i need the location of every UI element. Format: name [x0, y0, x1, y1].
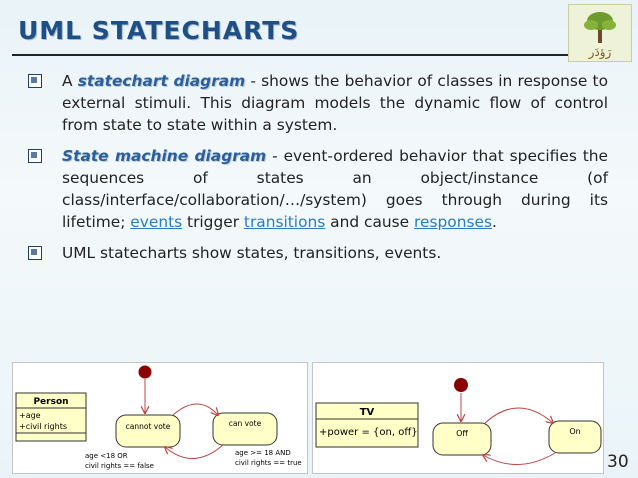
state-can-vote — [213, 413, 277, 445]
bullet-text: UML statecharts show states, transitions, events. — [62, 244, 442, 262]
link-events[interactable]: events — [130, 213, 183, 231]
person-statechart-diagram — [12, 362, 308, 474]
state-on — [549, 421, 601, 453]
bullet-state-machine — [28, 145, 608, 233]
bullet-list — [28, 70, 608, 273]
link-transitions[interactable]: transitions — [243, 213, 326, 231]
tree-icon — [569, 5, 631, 61]
bullet-text: - shows the behavior of classes in response to external stimuli. This diagram models the dynamic flow of control from state to state within a system. — [62, 72, 609, 134]
checkbox-bullet-icon — [28, 246, 42, 260]
bullet-text-d: . — [491, 213, 497, 231]
checkbox-bullet-icon — [28, 149, 42, 163]
guard-cannot-vote-line1: age <18 OR — [85, 452, 128, 460]
page-title: UML STATECHARTS — [18, 16, 300, 45]
link-responses[interactable]: responses — [414, 213, 492, 231]
state-off — [433, 423, 491, 455]
term-state-machine-diagram: State machine diagram — [62, 147, 267, 165]
person-attr-civil-rights: +civil rights — [19, 422, 68, 431]
tv-class-name: TV — [359, 407, 375, 418]
bullet-statechart — [28, 70, 608, 136]
title-underline — [12, 54, 568, 56]
tv-attr-power: +power = {on, off} — [319, 427, 418, 438]
initial-state-dot — [454, 378, 468, 392]
guard-can-vote-line1: age >= 18 AND — [235, 449, 291, 457]
checkbox-bullet-icon — [28, 74, 42, 88]
state-cannot-vote — [116, 415, 180, 447]
person-class-name: Person — [33, 397, 69, 407]
transition-to-can-vote — [173, 404, 218, 415]
bullet-summary — [28, 242, 608, 264]
transition-to-cannot-vote — [165, 445, 223, 459]
state-off-label: Off — [456, 429, 468, 438]
page-number: 30 — [607, 452, 629, 472]
guard-can-vote-line2: civil rights == true — [235, 459, 302, 467]
logo — [568, 4, 632, 62]
transition-to-on — [485, 408, 553, 423]
transition-to-off — [483, 453, 555, 465]
bullet-text-a: - event-ordered behavior that specifies the sequences of states an object/instance (of class/interface/collaboration/…/system) goes through during its lifetime; — [62, 147, 608, 231]
tv-statechart-diagram — [312, 362, 604, 474]
logo-caption: رَؤدَر — [588, 45, 612, 59]
bullet-text-c: and cause — [325, 213, 415, 231]
guard-cannot-vote-line2: civil rights == false — [85, 462, 154, 470]
bullet-lead: A — [62, 72, 78, 90]
bullet-text-b: trigger — [182, 213, 244, 231]
person-attr-age: +age — [19, 411, 41, 420]
state-on-label: On — [569, 427, 581, 436]
state-cannot-vote-label: cannot vote — [125, 422, 171, 431]
initial-state-dot — [139, 366, 152, 379]
term-statechart-diagram: statechart diagram — [77, 72, 246, 90]
state-can-vote-label: can vote — [228, 419, 262, 428]
tv-statechart-svg — [313, 363, 603, 473]
person-statechart-svg — [13, 363, 307, 473]
